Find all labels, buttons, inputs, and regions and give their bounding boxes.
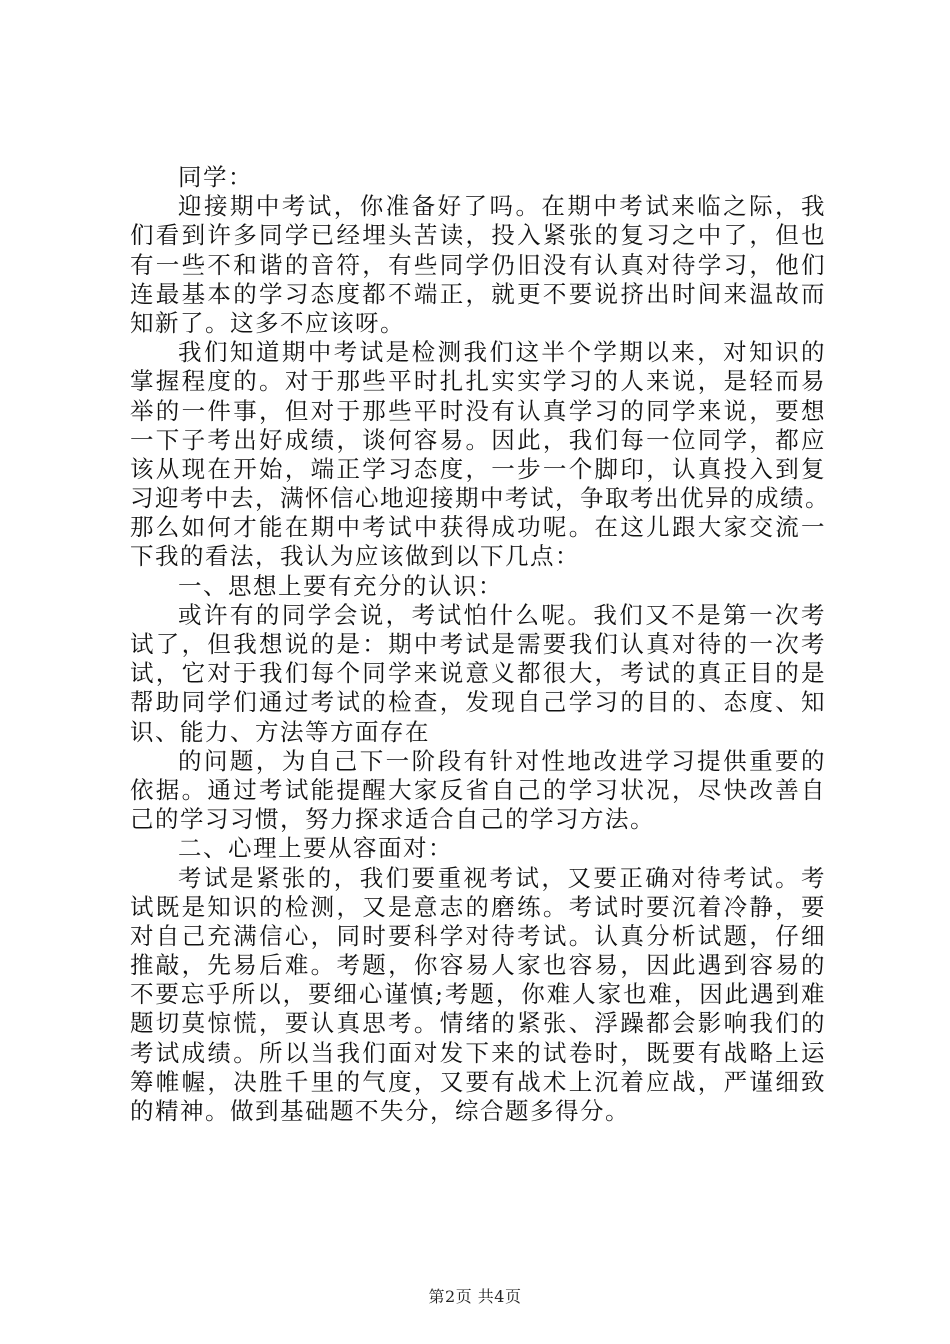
section-heading: 一、思想上要有充分的认识：: [178, 571, 503, 600]
text-line: 的精神。做到基础题不失分，综合题多得分。: [130, 1097, 630, 1125]
section-heading: 二、心理上要从容面对：: [178, 834, 453, 863]
text-line: 推敲，先易后难。考题，你容易人家也容易，因此遇到容易的: [130, 951, 826, 980]
page-number-footer: 第2页 共4页: [428, 1287, 522, 1306]
text-line: 对自己充满信心，同时要科学对待考试。认真分析试题，仔细: [130, 921, 826, 950]
text-line: 同学：: [178, 163, 253, 191]
text-line: 依据。通过考试能提醒大家反省自己的学习状况，尽快改善自: [130, 775, 826, 804]
text-line: 帮助同学们通过考试的检查，发现自己学习的目的、态度、知: [130, 688, 826, 717]
text-line: 我们知道期中考试是检测我们这半个学期以来，对知识的: [178, 338, 826, 367]
document-body: [130, 163, 830, 1126]
text-line: 不要忘乎所以，要细心谨慎;考题，你难人家也难，因此遇到难: [130, 980, 826, 1009]
text-line: 己的学习习惯，努力探求适合自己的学习方法。: [130, 805, 655, 834]
text-line: 题切莫惊慌，要认真思考。情绪的紧张、浮躁都会影响我们的: [130, 1009, 826, 1038]
text-line: 下我的看法，我认为应该做到以下几点：: [130, 542, 580, 571]
text-line: 那么如何才能在期中考试中获得成功呢。在这儿跟大家交流一: [130, 513, 826, 542]
text-line: 有一些不和谐的音符，有些同学仍旧没有认真对待学习，他们: [130, 250, 826, 279]
text-line: 举的一件事，但对于那些平时没有认真学习的同学来说，要想: [130, 396, 826, 425]
text-line: 一下子考出好成绩，谈何容易。因此，我们每一位同学，都应: [130, 425, 826, 454]
text-line: 连最基本的学习态度都不端正，就更不要说挤出时间来温故而: [130, 279, 826, 308]
text-line: 试，它对于我们每个同学来说意义都很大，考试的真正目的是: [130, 659, 826, 688]
text-line: 考试是紧张的，我们要重视考试，又要正确对待考试。考: [178, 863, 826, 892]
text-line: 识、能力、方法等方面存在: [130, 717, 430, 746]
text-line: 迎接期中考试，你准备好了吗。在期中考试来临之际，我: [178, 192, 826, 221]
text-line: 们看到许多同学已经埋头苦读，投入紧张的复习之中了，但也: [130, 221, 826, 250]
text-line: 该从现在开始，端正学习态度，一步一个脚印，认真投入到复: [130, 454, 826, 483]
text-line: 筹帷幄，决胜千里的气度，又要有战术上沉着应战，严谨细致: [130, 1067, 826, 1096]
text-line: 试了，但我想说的是：期中考试是需要我们认真对待的一次考: [130, 630, 826, 658]
text-line: 考试成绩。所以当我们面对发下来的试卷时，既要有战略上运: [130, 1038, 826, 1067]
text-line: 的问题，为自己下一阶段有针对性地改进学习提供重要的: [178, 746, 826, 775]
text-line: 知新了。这多不应该呀。: [130, 308, 405, 337]
text-line: 习迎考中去，满怀信心地迎接期中考试，争取考出优异的成绩。: [130, 484, 830, 513]
text-line: 试既是知识的检测，又是意志的磨练。考试时要沉着冷静，要: [130, 892, 826, 921]
text-line: 或许有的同学会说，考试怕什么呢。我们又不是第一次考: [178, 600, 826, 629]
text-line: 掌握程度的。对于那些平时扎扎实实学习的人来说，是轻而易: [130, 367, 826, 396]
